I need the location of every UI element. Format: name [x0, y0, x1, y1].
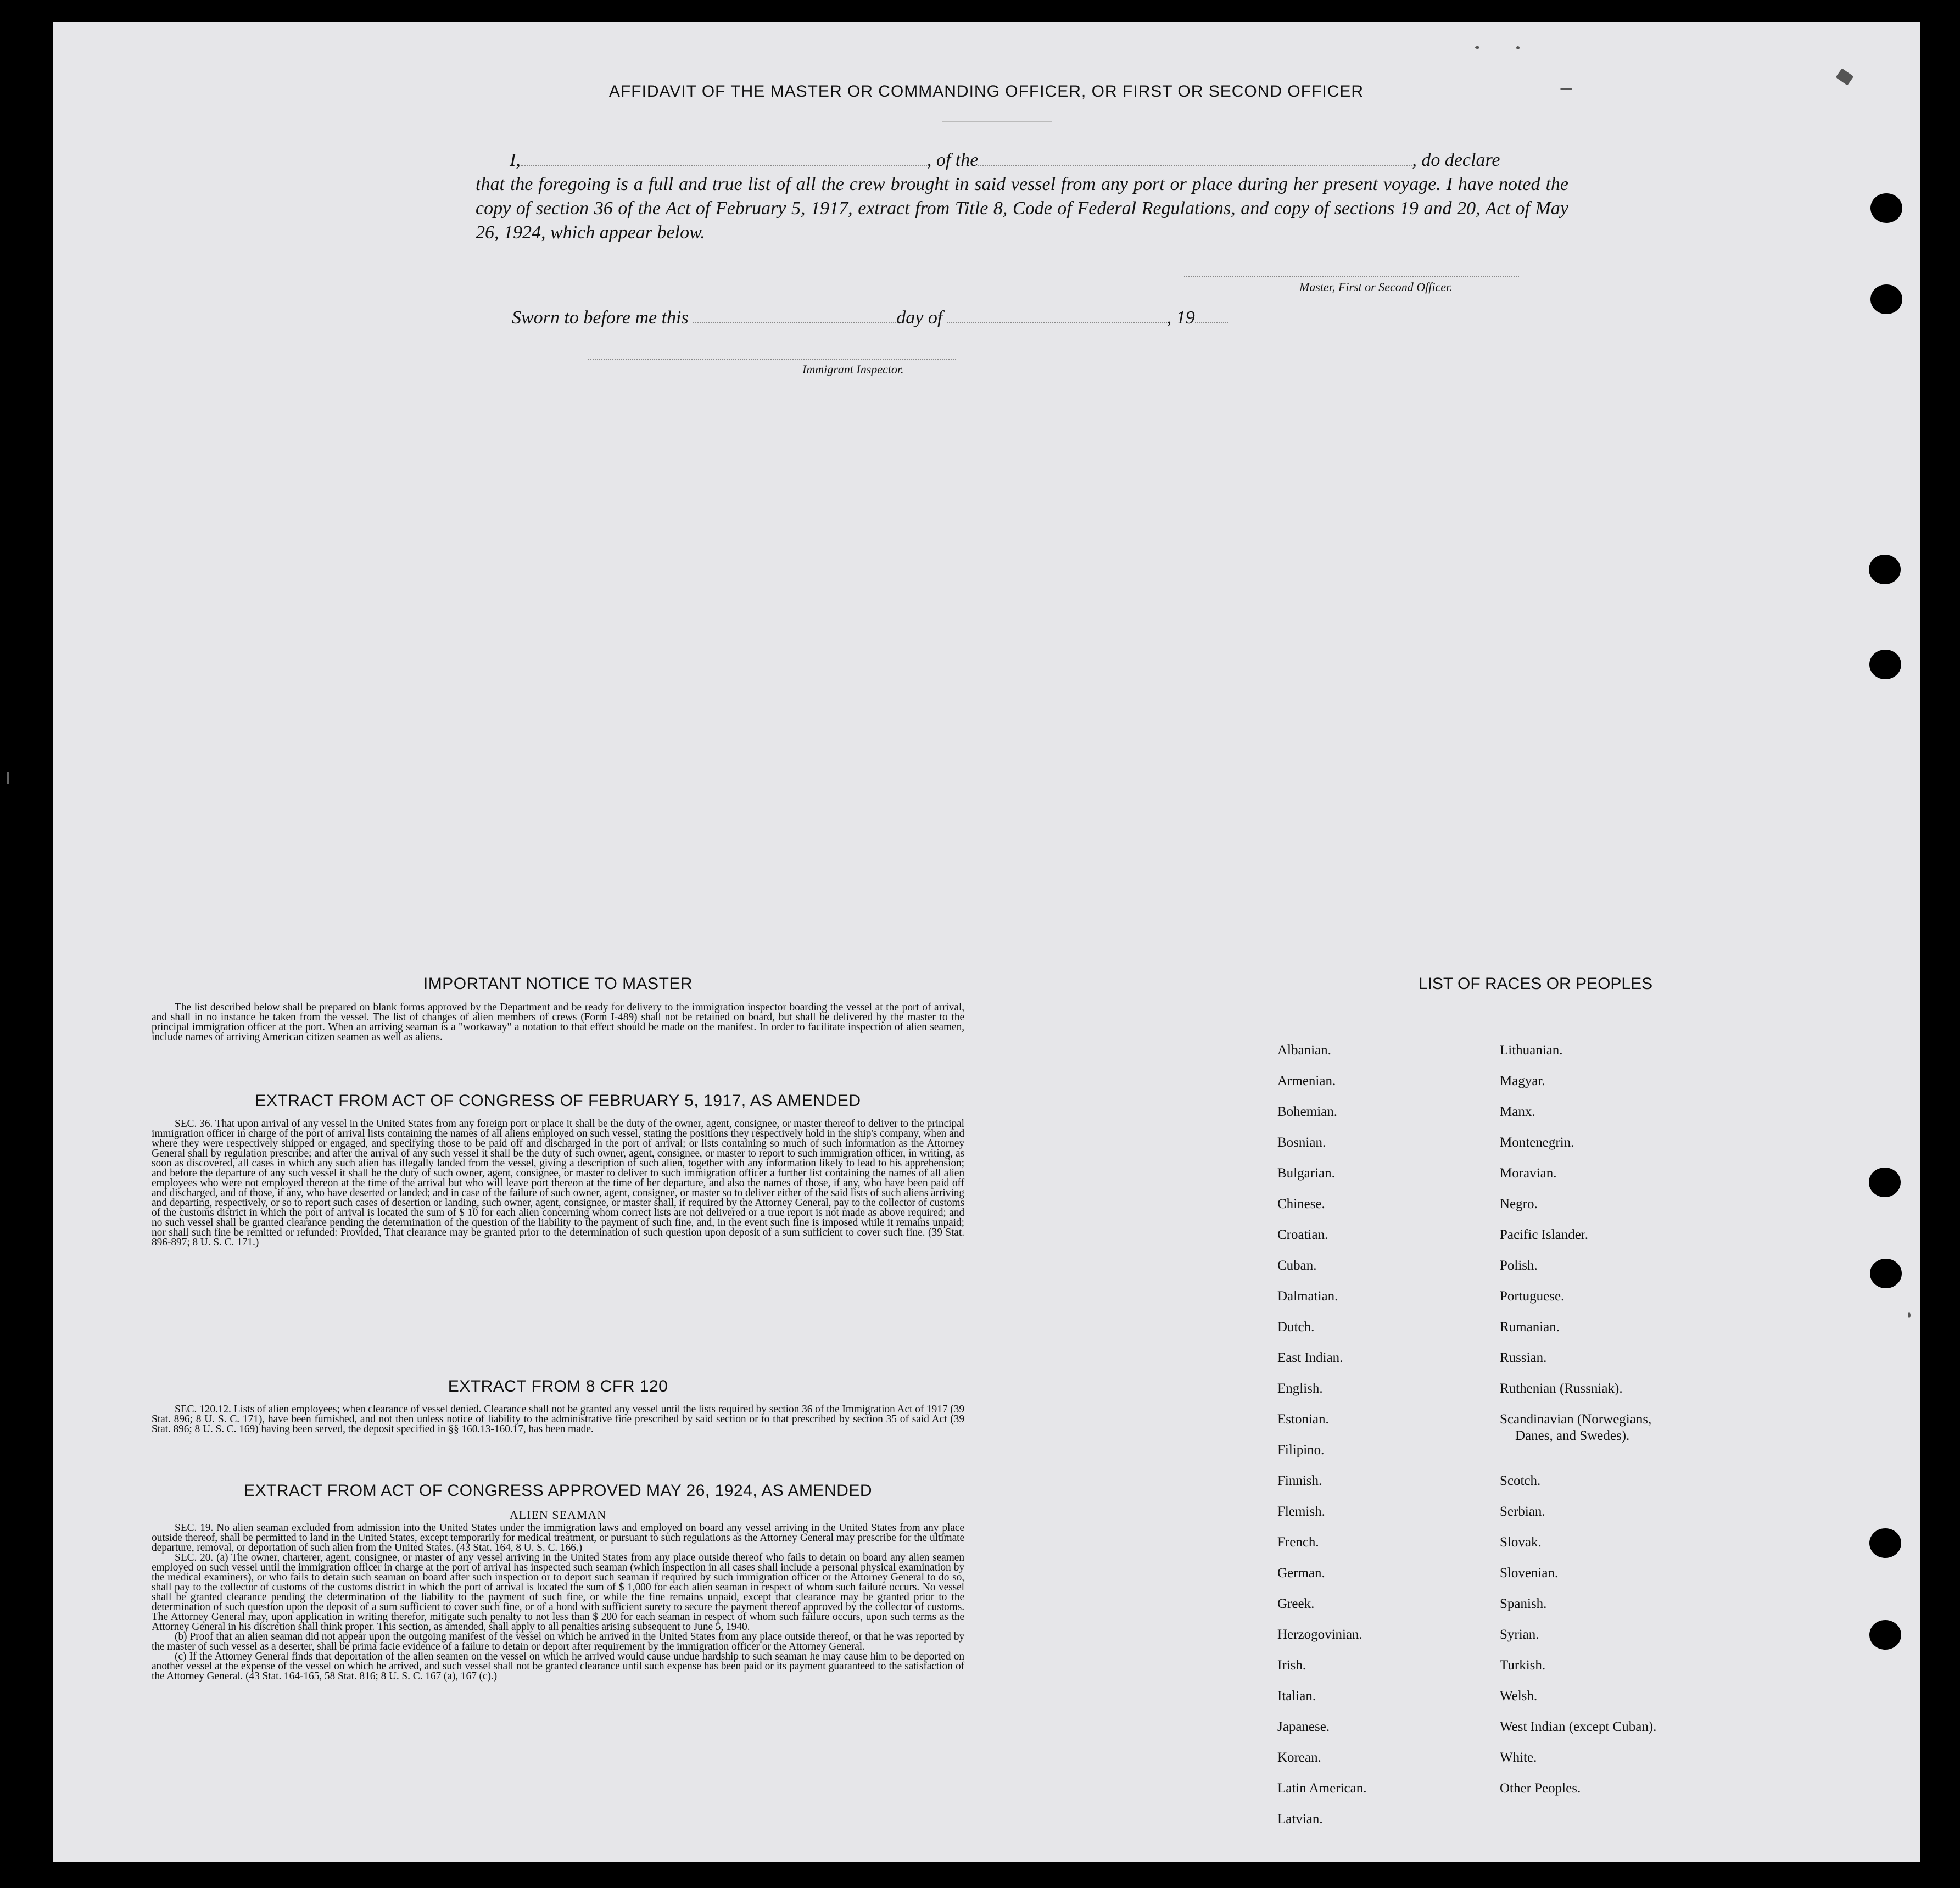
- divider: [942, 121, 1052, 122]
- speck-mark: [1516, 46, 1520, 49]
- affidavit-title: AFFIDAVIT OF THE MASTER OR COMMANDING OFFICER, OR FIRST OR SECOND OFFICER: [608, 82, 1364, 100]
- sworn-year-label: , 19: [1166, 308, 1195, 328]
- punch-hole: [1870, 193, 1902, 223]
- race-item: Latvian.: [1277, 1812, 1323, 1826]
- affidavit-declare-label: , do declare: [1412, 150, 1500, 170]
- sworn-line: [512, 308, 1228, 328]
- punch-hole: [1869, 555, 1901, 584]
- extract-cfr-title: EXTRACT FROM 8 CFR 120: [448, 1377, 668, 1395]
- affidavit-vessel-label: , of the: [926, 150, 979, 170]
- race-item: Moravian.: [1500, 1166, 1557, 1181]
- race-item: Syrian.: [1500, 1627, 1539, 1642]
- vessel-name-field[interactable]: [978, 164, 1412, 166]
- race-item: English.: [1277, 1381, 1323, 1396]
- race-item: Slovenian.: [1500, 1566, 1559, 1580]
- race-item: Ruthenian (Russniak).: [1500, 1381, 1623, 1396]
- affidavit-declaration: [476, 148, 1568, 245]
- races-column-1: [1277, 1035, 1366, 1835]
- race-item: Welsh.: [1500, 1689, 1538, 1703]
- race-item: Armenian.: [1277, 1074, 1336, 1088]
- sworn-year-field[interactable]: [1195, 322, 1228, 323]
- extract-1924-title: EXTRACT FROM ACT OF CONGRESS APPROVED MAY 26, 1924, AS AMENDED: [243, 1482, 873, 1500]
- race-item: Serbian.: [1500, 1504, 1545, 1519]
- race-item-scandinavian: Scandinavian (Norwegians, Danes, and Swedes).: [1500, 1412, 1652, 1443]
- race-item: Latin American.: [1277, 1781, 1367, 1796]
- race-item: Bulgarian.: [1277, 1166, 1335, 1181]
- affidavit-body-text: that the foregoing is a full and true list of all the crew brought in said vessel from any port or place during her present voyage. I have noted the copy of section 36 of the Act of February 5, 1917, extract from Title 8, Code of Federal Regulations, and copy of sections 19 and 20, Act of May 26, 1924, which appear below.: [476, 174, 1568, 243]
- races-column-2: [1500, 1035, 1656, 1804]
- notice-text: The list described below shall be prepared on blank forms approved by the Department and be ready for delivery to the immigration inspector boarding the vessel at the port of arrival, and shall in no instance be taken from the vessel. The list of changes of alien members of crews (Form I-489) shall not be retained on board, but shall be delivered by the master to the principal immigration officer at the port. When an arriving seaman is a "workaway" a notation to that effect should be made on the manifest. In order to facilitate inspection of alien seamen, include names of arriving American citizen seamen as well as aliens.: [152, 1002, 964, 1043]
- punch-hole: [1869, 650, 1901, 679]
- race-item: Spanish.: [1500, 1596, 1547, 1611]
- race-item: Negro.: [1500, 1197, 1538, 1211]
- race-item: Montenegrin.: [1500, 1135, 1574, 1150]
- race-item: Bosnian.: [1277, 1135, 1326, 1150]
- inspector-signature-line[interactable]: [588, 359, 956, 360]
- race-item: Herzogovinian.: [1277, 1627, 1362, 1642]
- sworn-day-of-label: day of: [896, 308, 943, 328]
- race-item: Scotch.: [1500, 1473, 1541, 1488]
- race-item: Other Peoples.: [1500, 1781, 1581, 1796]
- punch-hole: [1870, 1259, 1902, 1288]
- race-item: Cuban.: [1277, 1258, 1317, 1273]
- race-item: Filipino.: [1277, 1443, 1325, 1457]
- race-item: Flemish.: [1277, 1504, 1325, 1519]
- master-name-field[interactable]: [521, 164, 927, 166]
- extract-cfr-text: SEC. 120.12. Lists of alien employees; when clearance of vessel denied. Clearance shall not be granted any vessel until the lists required by section 36 of the Immigration Act of 1917 (39 Stat. 896; 8 U. S. C. 171), have been furnished, and not then unless notice of liability to the administrative fine prescribed by said section or to that prescribed by section 35 of said Act (39 Stat. 896; 8 U. S. C. 169) having been served, the deposit specified in §§ 160.13-160.17, has been made.: [152, 1404, 964, 1435]
- race-item: Pacific Islander.: [1500, 1227, 1589, 1242]
- race-item: Portuguese.: [1500, 1289, 1565, 1304]
- race-item: Italian.: [1277, 1689, 1316, 1703]
- race-item: Greek.: [1277, 1596, 1315, 1611]
- race-item: Bohemian.: [1277, 1104, 1338, 1119]
- race-item: Chinese.: [1277, 1197, 1325, 1211]
- edge-mark: [7, 772, 9, 784]
- master-signature-caption: Master, First or Second Officer.: [1299, 280, 1453, 294]
- race-item: Russian.: [1500, 1350, 1547, 1365]
- race-item: Turkish.: [1500, 1658, 1546, 1673]
- affidavit-i-label: I,: [510, 150, 521, 170]
- races-title: LIST OF RACES OR PEOPLES: [1418, 975, 1653, 993]
- speck-mark: [1560, 88, 1572, 90]
- punch-hole: [1869, 1528, 1901, 1558]
- race-item: East Indian.: [1277, 1350, 1343, 1365]
- sec-19-paragraph: SEC. 19. No alien seaman excluded from admission into the United States under the immigration laws and employed on board any vessel arriving in the United States from any place outside thereof, shall be permitted to land in the United States, except temporarily for medical treatment, or pursuant to such regulations as the Attorney General may prescribe for the ultimate departure, removal, or deportation of such alien from the United States. (43 Stat. 164, 8 U. S. C. 166.): [152, 1522, 964, 1554]
- punch-hole: [1869, 1168, 1901, 1197]
- race-item: Finnish.: [1277, 1473, 1322, 1488]
- race-item: Slovak.: [1500, 1535, 1542, 1550]
- sec-20a-paragraph: SEC. 20. (a) The owner, charterer, agent, consignee, or master of any vessel arriving in the United States from any place outside thereof who fails to detain on board any alien seamen employed on such vessel until the immigration officer in charge at the port of arrival has inspected such seaman (which inspection in all cases shall include a personal physical examination by the medical examiners), or who fails to detain such seaman on board after such inspection or to deport such seaman if required by such immigration officer or the Attorney General to do so, shall pay to the collector of customs of the customs district in which the port of arrival is located the sum of $ 1,000 for each alien seaman in respect of whom such failure occurs. No vessel shall be granted clearance pending the determination of the liability to the payment of such fine, or while the fine remains unpaid, except that clearance may be granted prior to the determination of such question upon the deposit of a sum sufficient to cover such fine, or of a bond with sufficient surety to secure the payment thereof approved by the collector of customs. The Attorney General may, upon application in writing therefor, mitigate such penalty to not less than $ 200 for each seaman in respect of whom such failure occurs, upon such terms as the Attorney General in his discretion shall think proper. This section, as amended, shall apply to all penalties arising subsequent to June 5, 1940.: [152, 1552, 964, 1633]
- race-item: West Indian (except Cuban).: [1500, 1719, 1657, 1734]
- extract-1924-text: [152, 1523, 964, 1682]
- race-item: Estonian.: [1277, 1412, 1329, 1427]
- race-item: Manx.: [1500, 1104, 1535, 1119]
- race-item: Rumanian.: [1500, 1320, 1560, 1334]
- race-item: Albanian.: [1277, 1043, 1331, 1058]
- sworn-month-field[interactable]: [947, 322, 1167, 323]
- master-signature-line[interactable]: [1184, 276, 1519, 277]
- race-item: Irish.: [1277, 1658, 1306, 1673]
- inspector-signature-caption: Immigrant Inspector.: [802, 362, 904, 376]
- race-item: Croatian.: [1277, 1227, 1328, 1242]
- race-item: French.: [1277, 1535, 1319, 1550]
- punch-hole: [1869, 1620, 1901, 1650]
- sec-20b-paragraph: (b) Proof that an alien seaman did not appear upon the outgoing manifest of the vessel on which he arrived in the United States from any place outside thereof, or that he was reported by the master of such vessel as a deserter, shall be prima facie evidence of a failure to detain or deport after requirement by the immigration officer or the Attorney General.: [152, 1631, 964, 1652]
- speck-mark: [1475, 46, 1479, 49]
- race-item: Korean.: [1277, 1750, 1321, 1765]
- sworn-label: Sworn to before me this: [512, 308, 689, 328]
- notice-title: IMPORTANT NOTICE TO MASTER: [423, 975, 693, 993]
- race-item: Lithuanian.: [1500, 1043, 1563, 1058]
- form-page: [53, 22, 1920, 1862]
- race-item: Magyar.: [1500, 1074, 1545, 1088]
- race-item: White.: [1500, 1750, 1537, 1765]
- punch-hole: [1870, 284, 1902, 314]
- sworn-day-field[interactable]: [693, 322, 896, 323]
- extract-1924-subtitle: ALIEN SEAMAN: [509, 1508, 607, 1522]
- race-item: Dutch.: [1277, 1320, 1315, 1334]
- race-item: Japanese.: [1277, 1719, 1330, 1734]
- sec-20c-paragraph: (c) If the Attorney General finds that deportation of the alien seamen on the vessel on which he arrived would cause undue hardship to such seaman he may cause him to be deported on another vessel at the expense of the vessel on which he arrived, and such vessel shall not be granted clearance until such expense has been paid or its payment guaranteed to the satisfaction of the Attorney General. (43 Stat. 164-165, 58 Stat. 816; 8 U. S. C. 167 (a), 167 (c).): [152, 1651, 964, 1682]
- race-item: Polish.: [1500, 1258, 1538, 1273]
- speck-mark: [1908, 1312, 1911, 1318]
- race-item: Dalmatian.: [1277, 1289, 1338, 1304]
- extract-1917-title: EXTRACT FROM ACT OF CONGRESS OF FEBRUARY 5, 1917, AS AMENDED: [255, 1092, 861, 1110]
- extract-1917-text: SEC. 36. That upon arrival of any vessel in the United States from any foreign port or place it shall be the duty of the owner, agent, consignee, or master thereof to deliver to the principal immigration officer in charge of the port of arrival lists containing the names of all aliens employed on such vessel, stating the positions they respectively hold in the ship's company, when and where they were respectively shipped or engaged, and specifying those to be paid off and discharged in the port of arrival; or lists containing so much of such information as the Attorney General shall by regulation prescribe; and after the arrival of any such vessel it shall be the duty of such owner, agent, consignee, or master to report to such immigration officer, in writing, as soon as discovered, all cases in which any such alien has illegally landed from the vessel, giving a description of such alien, together with any information likely to lead to his apprehension; and before the departure of any such vessel it shall be the duty of such owner, agent, consignee, or master to deliver to such immigration officer a further list containing the names of all alien employees who were not employed thereon at the time of the arrival but who will leave port thereon at the time of her departure, and also the names of those, if any, who have been paid off and discharged, and of those, if any, who have deserted or landed; and in case of the failure of such owner, agent, consignee, or master so to deliver either of the said lists of such aliens arriving and departing, respectively, or so to report such cases of desertion or landing, such owner, agent, consignee, or master shall, if required by the Attorney General, pay to the collector of customs of the customs district in which the port of arrival is located the sum of $ 10 for each alien concerning whom correct lists are not delivered or a true report is not made as above required; and no such vessel shall be granted clearance pending the determination of the question of the liability to the payment of such fine, and, in the event such fine is imposed while it remains unpaid; nor shall such fine be remitted or refunded: Provided, That clearance may be granted prior to the determination of such question upon deposit of a sum sufficient to cover such fine. (39 Stat. 896-897; 8 U. S. C. 171.): [152, 1118, 964, 1248]
- race-item: German.: [1277, 1566, 1325, 1580]
